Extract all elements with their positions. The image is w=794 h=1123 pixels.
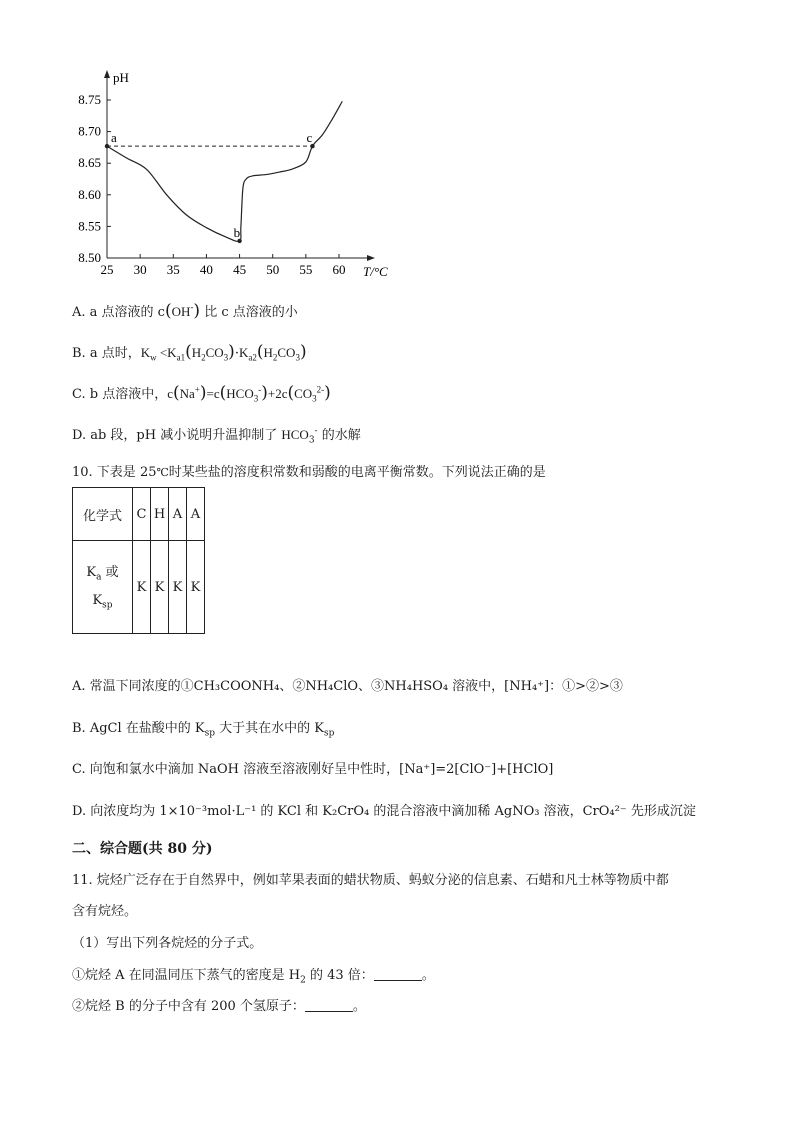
x-axis-arrow [367, 255, 375, 261]
section-title: 二、综合题(共 80 分) [72, 841, 213, 857]
q9-option-b: B. a 点时，$K_w <K_{a1}(H_2CO_3)\cdot K_{a2}(H_2CO_3)$ [72, 342, 307, 363]
y-axis-label: pH [113, 70, 129, 85]
x-tick-label: 50 [266, 262, 280, 277]
table-cell: K [133, 541, 151, 634]
x-tick-label: 55 [299, 262, 313, 277]
x-axis-label: T/°C [363, 264, 388, 279]
x-tick-label: 40 [199, 262, 213, 277]
q11-part1: （1）写出下列各烷烃的分子式。 [72, 936, 263, 951]
x-tick-label: 45 [233, 262, 247, 277]
point-label-a: a [111, 130, 117, 146]
y-tick-label: 8.70 [78, 123, 101, 139]
y-tick-label: 8.65 [78, 155, 101, 171]
table-cell: H [151, 488, 169, 541]
table-cell: C [133, 488, 151, 541]
answer-blank[interactable] [374, 966, 422, 981]
ph-temperature-chart [60, 66, 400, 280]
x-tick-label: 25 [100, 262, 114, 277]
q11-stem-line2: 含有烷烃。 [72, 904, 138, 919]
table-header-constant: $K_a$ 或 $K_{sp}$ [73, 541, 133, 634]
q10-option-c: C. 向饱和氯水中滴加 NaOH 溶液至溶液刚好呈中性时，[Na⁺]=2[ClO⁻]+[HClO] [72, 762, 554, 777]
x-tick-label: 60 [332, 262, 346, 277]
table-header-formula: 化学式 [73, 488, 133, 541]
q9-option-a: A. a 点溶液的 c(OH-) 比 c 点溶液的小 [72, 301, 298, 321]
table-cell: K [151, 541, 169, 634]
q10-option-d: D. 向浓度均为 1×10⁻³mol·L⁻¹ 的 KCl 和 K₂CrO₄ 的混合溶液中滴加稀 AgNO₃ 溶液，CrO₄²⁻ 先形成沉淀 [72, 804, 696, 819]
q10-stem: 10. 下表是 25℃时某些盐的溶度积常数和弱酸的电离平衡常数。下列说法正确的是 [72, 465, 546, 480]
point-a [105, 144, 109, 148]
q11-sub1: ①烷烃 A 在同温同压下蒸气的密度是 $H_2$ 的 43 倍： 。 [72, 968, 435, 986]
y-tick-label: 8.55 [78, 218, 101, 234]
y-axis-arrow [104, 70, 110, 78]
q9-option-c: C. b 点溶液中，$c(Na^+)=c(HCO_3^-)+2c(CO_3^{2-})$ [72, 383, 331, 404]
q10-option-b: B. AgCl 在盐酸中的 $K_{sp}$ 大于其在水中的 $K_{sp}$ [72, 721, 335, 739]
table-cell: A [169, 488, 187, 541]
ph-curve [107, 101, 342, 241]
table-cell: A [187, 488, 205, 541]
point-label-c: c [306, 130, 313, 146]
q11-stem-line1: 11. 烷烃广泛存在于自然界中，例如苹果表面的蜡状物质、蚂蚁分泌的信息素、石蜡和凡士林等物质中都 [72, 873, 669, 888]
table-cell: K [187, 541, 205, 634]
constants-table [72, 487, 205, 634]
q10-option-a: A. 常温下同浓度的①CH₃COONH₄、②NH₄ClO、③NH₄HSO₄ 溶液中，[NH₄⁺]：①>②>③ [72, 679, 623, 694]
table-cell: K [169, 541, 187, 634]
x-tick-label: 30 [133, 262, 147, 277]
y-tick-label: 8.75 [78, 92, 101, 107]
q11-sub2: ②烷烃 B 的分子中含有 200 个氢原子： 。 [72, 999, 366, 1014]
y-tick-label: 8.60 [78, 186, 101, 202]
answer-blank[interactable] [305, 997, 353, 1012]
x-tick-label: 35 [166, 262, 180, 277]
y-tick-label: 8.50 [78, 250, 101, 265]
q9-option-d: D. ab 段，pH 减小说明升温抑制了 $HCO_3^-$ 的水解 [72, 426, 361, 446]
point-label-b: b [233, 224, 241, 240]
